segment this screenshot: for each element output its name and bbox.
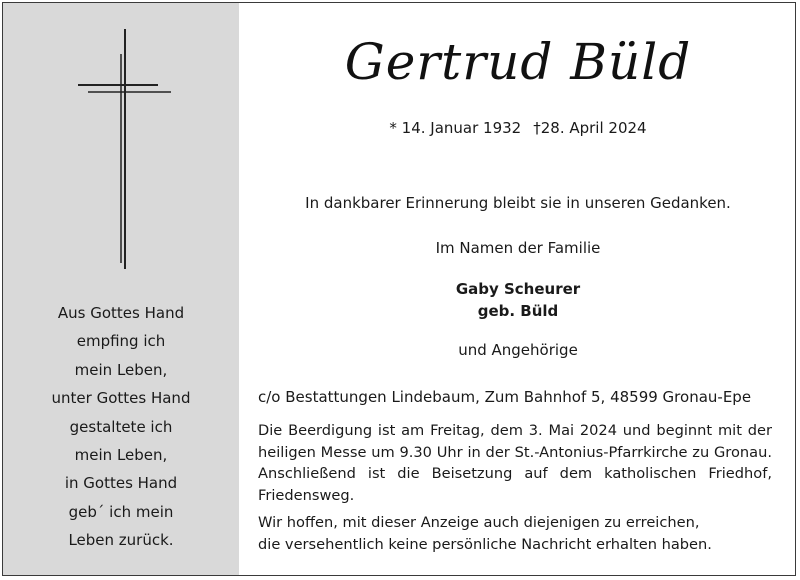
poem-line: unter Gottes Hand xyxy=(51,389,191,408)
relatives-line: und Angehörige xyxy=(458,341,578,359)
poem-line: empfing ich xyxy=(76,332,166,351)
poem-line: Leben zurück. xyxy=(68,531,174,550)
signer-name: Gaby Scheurer xyxy=(455,280,581,298)
notice-text xyxy=(258,512,778,555)
main-content xyxy=(240,3,796,575)
notice-line: Wir hoffen, mit dieser Anzeige auch diejenigen zu erreichen, xyxy=(258,514,700,531)
signer-maiden-name: geb. Büld xyxy=(477,302,559,320)
poem xyxy=(3,299,239,555)
birth-date: * 14. Januar 1932 xyxy=(389,119,522,137)
funeral-home-address: c/o Bestattungen Lindebaum, Zum Bahnhof 5, 48599 Gronau-Epe xyxy=(258,388,752,406)
left-panel xyxy=(3,3,239,575)
notice-line: die versehentlich keine persönliche Nachricht erhalten haben. xyxy=(258,535,712,553)
deceased-name: Gertrud Büld xyxy=(344,33,692,91)
signer xyxy=(240,278,796,322)
death-date: †28. April 2024 xyxy=(533,119,647,137)
funeral-details: Die Beerdigung ist am Freitag, dem 3. Mai 2024 und beginnt mit der heiligen Messe um 9.30 Uhr in der St.-Antonius-Pfarrkirche zu Gronau. Anschließend ist die Beisetzung auf dem katholischen Friedhof, Friedensweg. xyxy=(258,422,772,504)
poem-line: in Gottes Hand xyxy=(64,474,178,493)
memory-line: In dankbarer Erinnerung bleibt sie in unseren Gedanken. xyxy=(305,194,731,212)
poem-line: mein Leben, xyxy=(74,360,168,379)
life-dates xyxy=(240,119,796,137)
poem-line: gestaltete ich xyxy=(69,417,173,436)
family-intro: Im Namen der Familie xyxy=(435,239,601,257)
poem-line: Aus Gottes Hand xyxy=(57,304,185,322)
poem-line: mein Leben, xyxy=(74,446,168,465)
poem-line: geb´ ich mein xyxy=(68,502,174,521)
cross-icon xyxy=(78,29,178,269)
